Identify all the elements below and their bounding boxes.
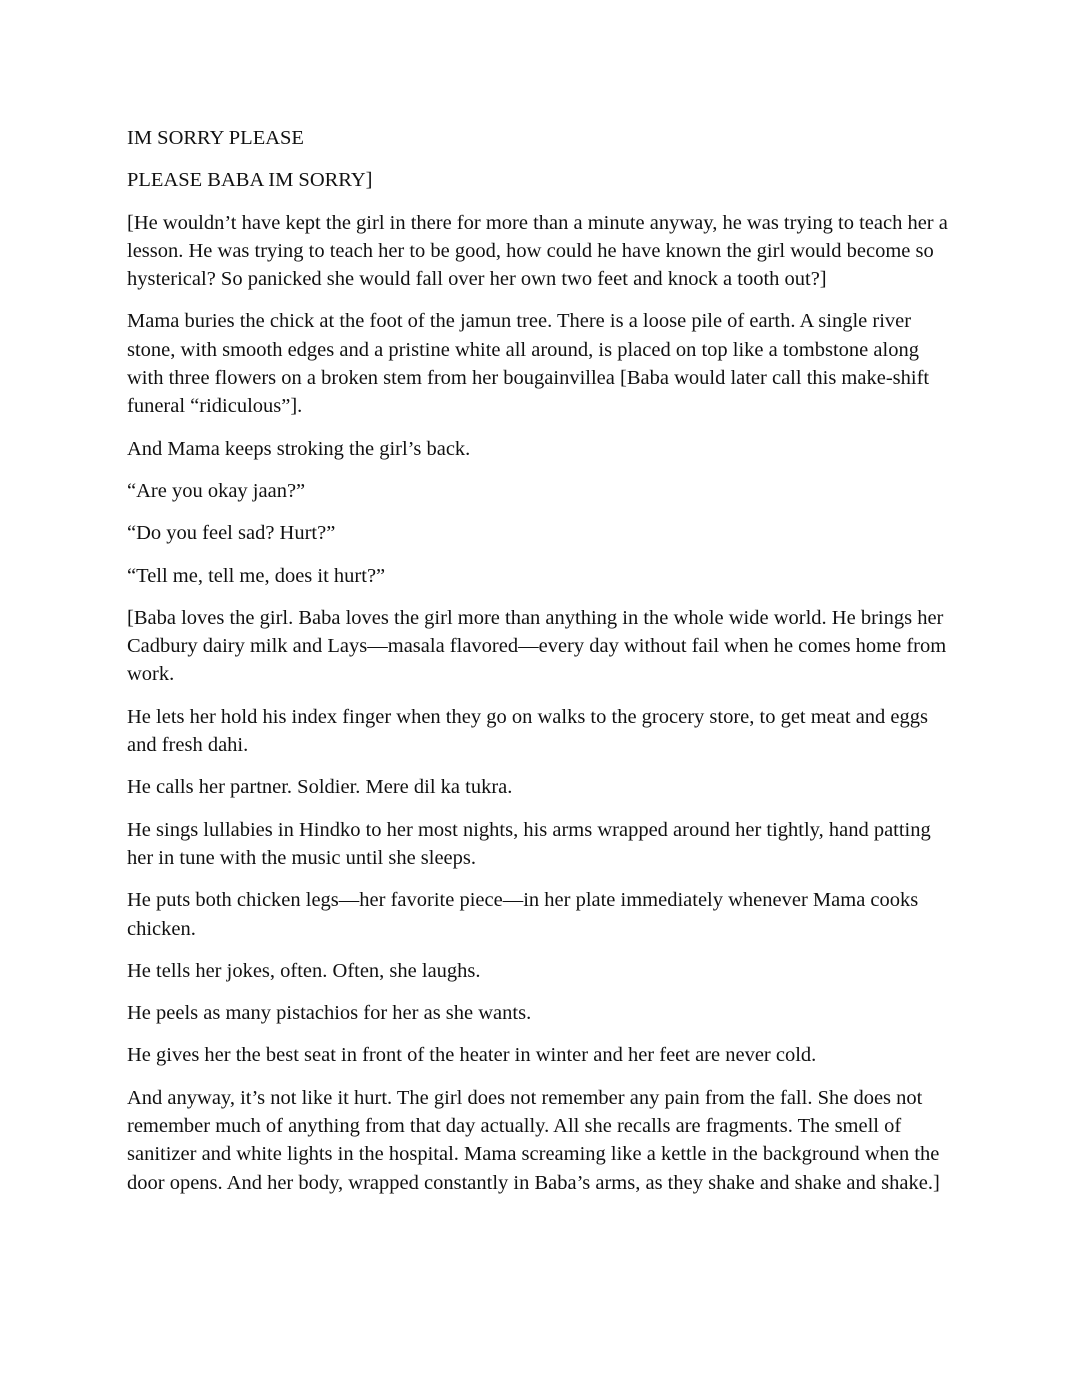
paragraph: Mama buries the chick at the foot of the jamun tree. There is a loose pile of earth. A single river stone, with smooth edges and a pristine white all around, is placed on top like a tombstone along with three flowers on a broken stem from her bougainvillea [Baba would later call this make-shift funeral “ridiculous”]. (127, 310, 930, 418)
paragraph: He calls her partner. Soldier. Mere dil ka tukra. (127, 776, 513, 799)
paragraph: He puts both chicken legs—her favorite piece—in her plate immediately whenever Mama cooks chicken. (127, 889, 919, 940)
paragraph: And anyway, it’s not like it hurt. The girl does not remember any pain from the fall. She does not remember much of anything from that day actually. All she recalls are fragments. The smell of sanitizer and white lights in the hospital. Mama screaming like a kettle in the background when the door opens. And her body, wrapped constantly in Baba’s arms, as they shake and shake and shake.] (127, 1086, 940, 1194)
paragraph: He peels as many pistachios for her as she wants. (127, 1002, 532, 1025)
paragraph: “Are you okay jaan?” (127, 479, 306, 502)
paragraph: He gives her the best seat in front of the heater in winter and her feet are never cold. (127, 1044, 817, 1067)
paragraph: [He wouldn’t have kept the girl in there for more than a minute anyway, he was trying to teach her a lesson. He was trying to teach her to be good, how could he have known the girl would become so hysterical? So panicked she would fall over her own two feet and knock a tooth out?] (127, 211, 948, 291)
paragraph: [Baba loves the girl. Baba loves the girl more than anything in the whole wide world. He brings her Cadbury dairy milk and Lays—masala flavored—every day without fail when he comes home from work. (127, 606, 947, 686)
paragraph: PLEASE BABA IM SORRY] (127, 169, 373, 192)
paragraph: And Mama keeps stroking the girl’s back. (127, 437, 471, 460)
paragraph: He lets her hold his index finger when they go on walks to the grocery store, to get meat and eggs and fresh dahi. (127, 705, 929, 757)
document-body (127, 124, 957, 1211)
paragraph: IM SORRY PLEASE (127, 127, 304, 149)
paragraph: “Tell me, tell me, does it hurt?” (127, 564, 386, 587)
paragraph: He tells her jokes, often. Often, she laughs. (127, 959, 481, 982)
paragraph: “Do you feel sad? Hurt?” (127, 522, 336, 545)
paragraph: He sings lullabies in Hindko to her most nights, his arms wrapped around her tightly, hand patting her in tune with the music until she sleeps. (127, 818, 931, 869)
